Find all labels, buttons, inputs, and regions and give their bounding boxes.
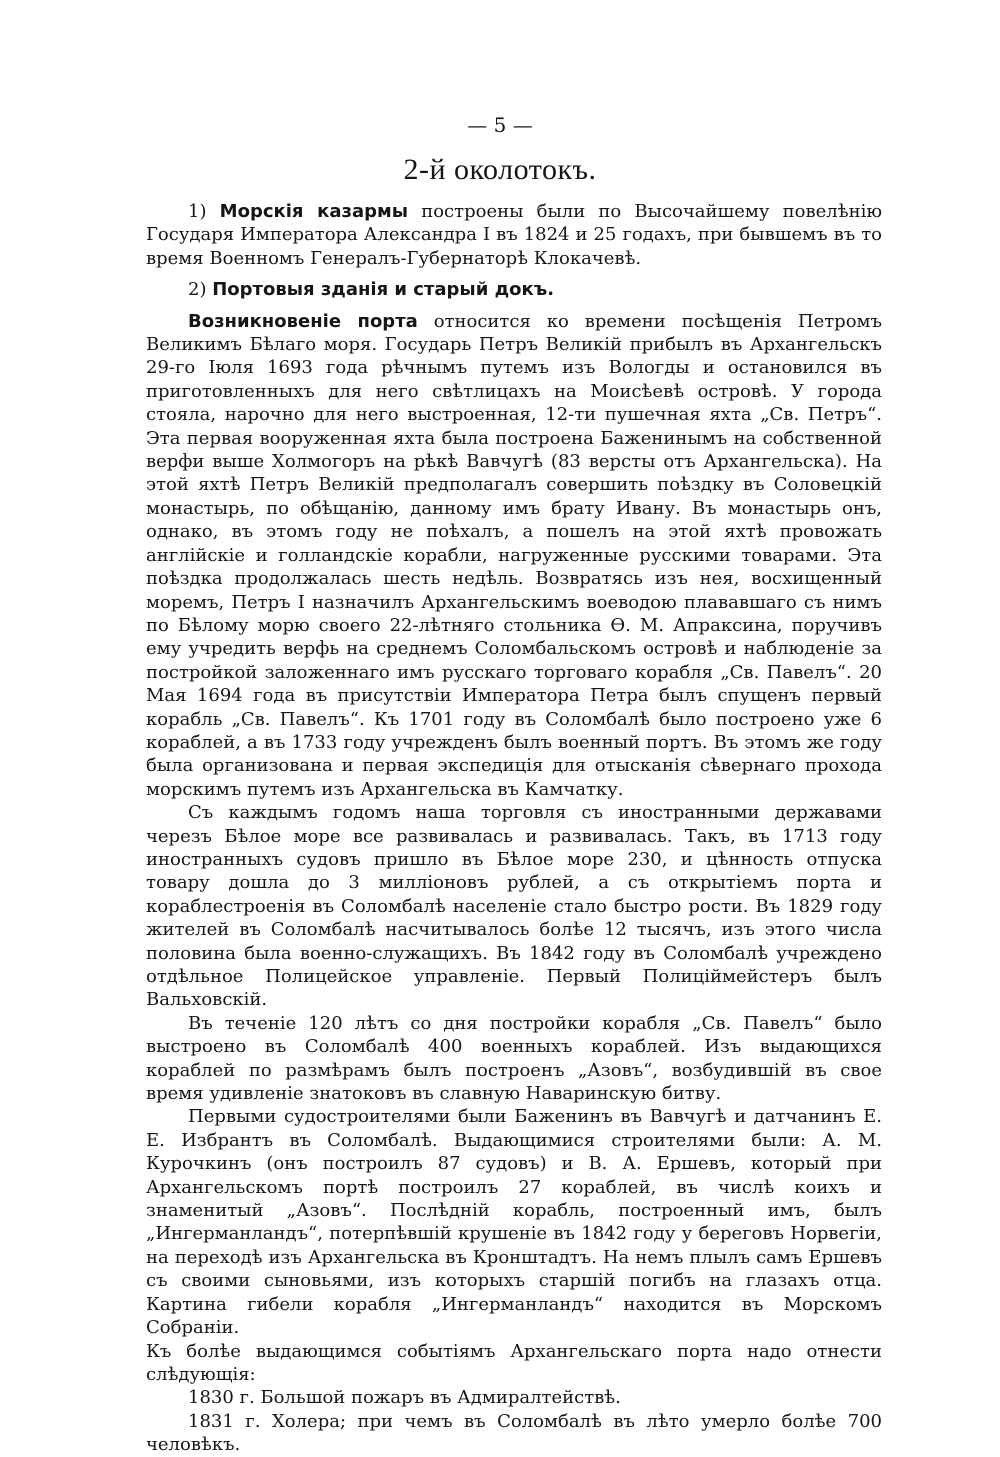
paragraph-events-intro: Къ болѣе выдающимся событіямъ Архангельскаго порта надо отнести слѣдующія: [146,1340,882,1385]
item-title-naval-barracks: Морскія казармы [219,201,409,222]
origin-title: Возникновеніе порта [188,310,418,332]
item-title-port-buildings: Портовыя зданія и старый докъ. [212,279,555,301]
paragraph-builders: Первыми судостроителями были Баженинъ въ Вавчугѣ и датчанинъ Е. Е. Избрантъ въ Соломбалѣ. Выдающимися строителями были: А. М. Курочкинъ (онъ построилъ 87 судовъ) и В. А. Ершевъ, который при Архангельскомъ портѣ построилъ 27 кораблей, въ числѣ коихъ и знаменитый „Азовъ“. Послѣдній корабль, построенный имъ, былъ „Ингерманландъ“, потерпѣвшій крушеніе въ 1842 году у береговъ Норвегіи, на переходѣ изъ Архангельска въ Кронштадтъ. На немъ плылъ самъ Ершевъ съ своими сыновьями, изъ которыхъ старшій погибъ на глазахъ отца. Картина гибели корабля „Ингерманландъ“ находится въ Морскомъ Собраніи. [146,1106,882,1339]
event-1830: 1830 г. Большой пожаръ въ Адмиралтействѣ. [188,1387,621,1409]
origin-text: относится ко времени посѣщенія Петромъ Великимъ Бѣлаго моря. Государь Петръ Великій прибылъ въ Архангельскъ 29-го Іюля 1693 года рѣчнымъ путемъ изъ Вологды и остановился въ приготовленныхъ для него свѣтлицахъ на Моисѣевѣ островѣ. У города стояла, нарочно для него выстроенная, 12-ти пушечная яхта „Св. Петръ“. Эта первая вооруженная яхта была построена Баженинымъ на собственной верфи выше Холмогоръ на рѣкѣ Вавчугѣ (83 версты отъ Архангельска). На этой яхтѣ Петръ Великій предполагалъ совершить поѣздку въ Соловецкій монастырь, по обѣщанію, данному имъ брату Ивану. Въ монастырь онъ, однако, въ этомъ году не поѣхалъ, а пошелъ на этой яхтѣ провожать англійскіе и голландскіе корабли, нагруженные русскими товарами. Эта поѣздка продолжалась шесть недѣль. Возвратясь изъ нея, восхищенный моремъ, Петръ I назначилъ Архангельскимъ воеводою плававшаго съ нимъ по Бѣлому морю своего 22-лѣтняго стольника Ѳ. М. Апраксина, поручивъ ему учредить верфь на среднемъ Соломбальскомъ островѣ и наблюденіе за постройкой заложеннаго имъ русскаго торговаго корабля „Св. Павелъ“. 20 Мая 1694 года въ присутствіи Императора Петра былъ спущенъ первый корабль „Св. Павелъ“. Къ 1701 году въ Соломбалѣ было построено уже 6 кораблей, а въ 1733 году учрежденъ былъ военный портъ. Въ этомъ же году была организована и первая экспедиція для отысканія сѣвернаго прохода морскимъ путемъ изъ Архангельска въ Камчатку. [146,310,882,800]
item-text-naval-barracks: построены были по Высочайшему повелѣнію Государя Императора Александра I въ 1824 и 25 годахъ, при бывшемъ въ то время Военномъ Генералъ-Губернаторѣ Клокачевѣ. [146,201,882,269]
paragraph-ships: Въ теченіе 120 лѣтъ со дня постройки корабля „Св. Павелъ“ было выстроено въ Соломбалѣ 400 военныхъ кораблей. Изъ выдающихся кораблей по размѣрамъ былъ построенъ „Азовъ“, возбудившій въ свое время удивленіе знатоковъ въ славную Наваринскую битву. [146,1012,882,1105]
paragraph-trade: Съ каждымъ годомъ наша торговля съ иностранными державами черезъ Бѣлое море все развивалась и развивалась. Такъ, въ 1713 году иностранныхъ судовъ пришло въ Бѣлое море 230, и цѣнность отпуска товару дошла до 3 милліоновъ рублей, а съ открытіемъ порта и кораблестроенія въ Соломбалѣ населеніе стало быстро рости. Въ 1829 году жителей въ Соломбалѣ насчитывалось болѣе 12 тысячъ, изъ этого числа половина была военно-служащихъ. Въ 1842 году въ Соломбалѣ учреждено отдѣльное Полицейское управленіе. Первый Полиціймейстеръ былъ Вальховскій. [146,802,882,1011]
paragraph-port-buildings [146,278,882,301]
item-number-2: 2) [188,279,207,301]
paragraph-port-origin [146,310,882,802]
section-heading: 2-й околотокъ. [403,153,597,186]
page-number: — 5 — [467,113,533,137]
event-1831: 1831 г. Холера; при чемъ въ Соломбалѣ въ лѣто умерло болѣе 700 человѣкъ. [146,1410,882,1456]
document-body [146,200,882,1457]
paragraph-naval-barracks [146,200,882,270]
item-number-1: 1) [188,201,207,222]
